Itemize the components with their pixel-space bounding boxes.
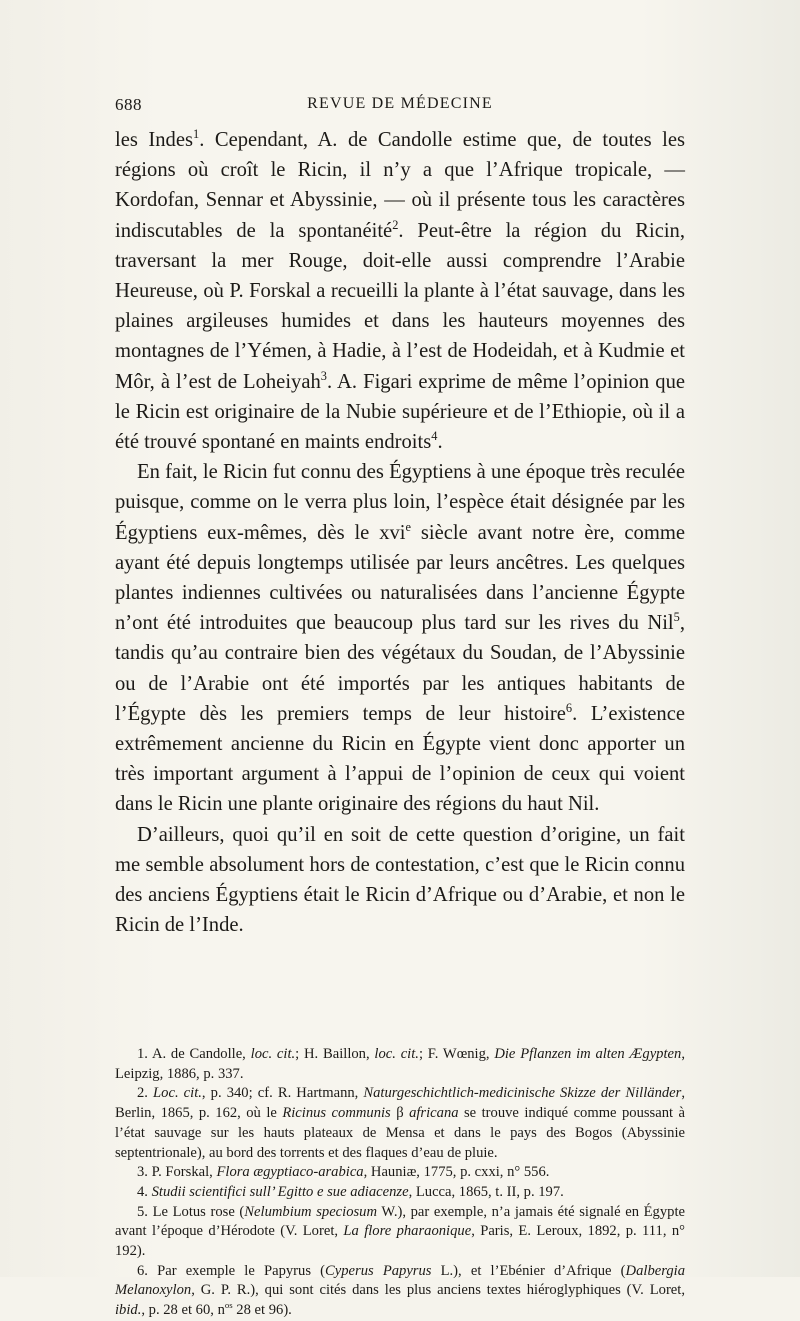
footnote-ref-3: 3 xyxy=(320,368,327,383)
citation-italic: Die Pflanzen im alten Ægypten xyxy=(494,1046,682,1062)
text-run: les Indes xyxy=(115,129,193,151)
text-run: ; H. Baillon, xyxy=(295,1046,375,1062)
citation-italic: africana xyxy=(409,1105,459,1122)
citation-italic: Cyperus Papyrus xyxy=(325,1262,432,1279)
text-run: 28 et 96). xyxy=(232,1302,292,1319)
text-run: . L’existence extrêmement ancienne du Ricin en Égypte vient donc apporter un très important argument à l’appui de l’opinion de ceux qui voient dans le Ricin une plante originaire des régions du haut Nil. xyxy=(115,702,685,816)
text-run: β xyxy=(390,1105,410,1122)
text-run: , tandis qu’au contraire bien des végétaux du Soudan, de l’Abyssinie ou de l’Arabie ont été importés par les antiques habitants de l’Égypte dès les premiers temps de leur histoire xyxy=(115,612,685,725)
text-run: . xyxy=(437,431,443,454)
body-text xyxy=(115,125,685,940)
page-header xyxy=(115,95,685,117)
text-run: , p. 340; cf. R. Hartmann, xyxy=(201,1085,364,1102)
citation-italic: Naturgeschichtlich-medicinische Skizze der Nilländer xyxy=(363,1085,682,1102)
footnote-ref-6: 6 xyxy=(565,701,573,715)
footnote-ref-4: 4 xyxy=(431,429,438,444)
footnote-4 xyxy=(115,1183,685,1203)
text-run: , G. P. R.), qui sont cités dans les plus anciens textes hiéroglyphiques (V. Loret, xyxy=(191,1282,685,1299)
footnote-3 xyxy=(115,1163,685,1183)
footnote-ref-1: 1 xyxy=(193,127,200,142)
text-run: , Berlin, 1865, p. 162, où le xyxy=(115,1085,685,1122)
text-run: W.), par exemple, n’a jamais été signalé en Égypte avant l’époque d’Hérodote (V. Loret, xyxy=(115,1203,685,1240)
text-run: 6. Par exemple le Papyrus ( xyxy=(137,1262,326,1279)
century: xvi xyxy=(379,521,406,544)
citation-italic: ibid. xyxy=(115,1302,142,1319)
ordinal-suffix: os xyxy=(224,1300,233,1311)
text-run: , Hauniæ, 1775, p. cxxi, n° 556. xyxy=(363,1164,550,1181)
page-number: 688 xyxy=(115,95,142,114)
text-run: L.), et l’Ebénier d’Afrique ( xyxy=(431,1262,626,1279)
footnote-1 xyxy=(115,1045,685,1084)
text-run: , Lucca, 1865, t. II, p. 197. xyxy=(408,1183,564,1200)
text-run: se trouve indiqué comme poussant à l’état sauvage sur les hauts plateaux de Mensa et dans le pays des Bogos (Abyssinie septentrionale), au bord des torrents et des flaques d’eau de pluie. xyxy=(115,1105,685,1161)
text-run: , p. 28 et 60, n xyxy=(141,1302,225,1319)
citation-italic: Dalbergia Melanoxylon xyxy=(115,1262,685,1299)
footnote-2 xyxy=(115,1084,685,1163)
citation-italic: Studii scientifici sull’ Egitto e sue adiacenze xyxy=(151,1183,409,1200)
running-head: REVUE DE MÉDECINE xyxy=(307,95,493,112)
citation-italic: loc. cit. xyxy=(374,1046,419,1062)
citation-italic: La flore pharaonique xyxy=(343,1223,472,1240)
text-run: . Peut-être la région du Ricin, traversant la mer Rouge, doit-elle aussi comprendre l’Arabie Heureuse, où P. Forskal a recueilli la plante à l’état sauvage, dans les plaines argileuses humides et dans les hauteurs moyennes des montagnes de l’Yémen, à Hadie, à l’est de Hodeidah, et à Kudmie et Môr, à l’est de Loheiyah xyxy=(115,219,685,393)
citation-italic: Nelumbium speciosum xyxy=(244,1203,378,1220)
footnote-ref-5: 5 xyxy=(673,610,680,625)
text-run: 5. Le Lotus rose ( xyxy=(137,1203,245,1220)
footnote-ref-2: 2 xyxy=(392,217,399,232)
text-run: 3. P. Forskal, xyxy=(137,1164,217,1181)
footnote-5 xyxy=(115,1203,685,1262)
text-run: , Leipzig, 1886, p. 337. xyxy=(115,1046,685,1082)
footnote-6 xyxy=(115,1262,685,1321)
citation-italic: Loc. cit. xyxy=(153,1085,202,1102)
footnotes xyxy=(115,1045,685,1321)
text-run: 4. xyxy=(137,1183,152,1200)
paragraph-1 xyxy=(115,125,685,457)
text-run: En fait, le Ricin fut connu des Égyptiens à une époque très reculée puisque, comme on le verra plus loin, l’espèce était désignée par les Égyptiens eux-mêmes, dès le xyxy=(115,461,685,544)
text-run: ; F. Wœnig, xyxy=(418,1046,495,1062)
paragraph-2 xyxy=(115,457,685,819)
text-run: , Paris, E. Leroux, 1892, p. 111, n° 192). xyxy=(115,1223,686,1260)
text-run: 2. xyxy=(137,1085,154,1102)
text-run: siècle avant notre ère, comme ayant été depuis longtemps utilisée par leurs ancêtres. Les quelques plantes indiennes cultivées ou naturalisées dans l’ancienne Égypte n’ont été introduites que beaucoup plus tard sur les rives du Nil xyxy=(115,521,685,635)
paragraph-3: D’ailleurs, quoi qu’il en soit de cette question d’origine, un fait me semble absolument hors de contestation, c’est que le Ricin connu des anciens Égyptiens était le Ricin d’Afrique ou d’Arabie, et non le Ricin de l’Inde. xyxy=(115,823,685,937)
century-suffix: e xyxy=(405,519,412,534)
citation-italic: loc. cit. xyxy=(250,1046,296,1062)
citation-italic: Ricinus communis xyxy=(282,1105,391,1122)
citation-italic: Flora ægyptiaco-arabica xyxy=(216,1164,364,1181)
text-run: . A. Figari exprime de même l’opinion que le Ricin est originaire de la Nubie supérieure et de l’Ethiopie, où il a été trouvé spontané en maints endroits xyxy=(115,370,686,454)
text-run: 1. A. de Candolle, xyxy=(137,1046,251,1062)
text-run: . Cependant, A. de Candolle estime que, de toutes les régions où croît le Ricin, il n’y a que l’Afrique tropicale, — Kordofan, Sennar et Abyssinie, — où il présente tous les caractères indiscutables de la spontanéité xyxy=(115,129,685,242)
